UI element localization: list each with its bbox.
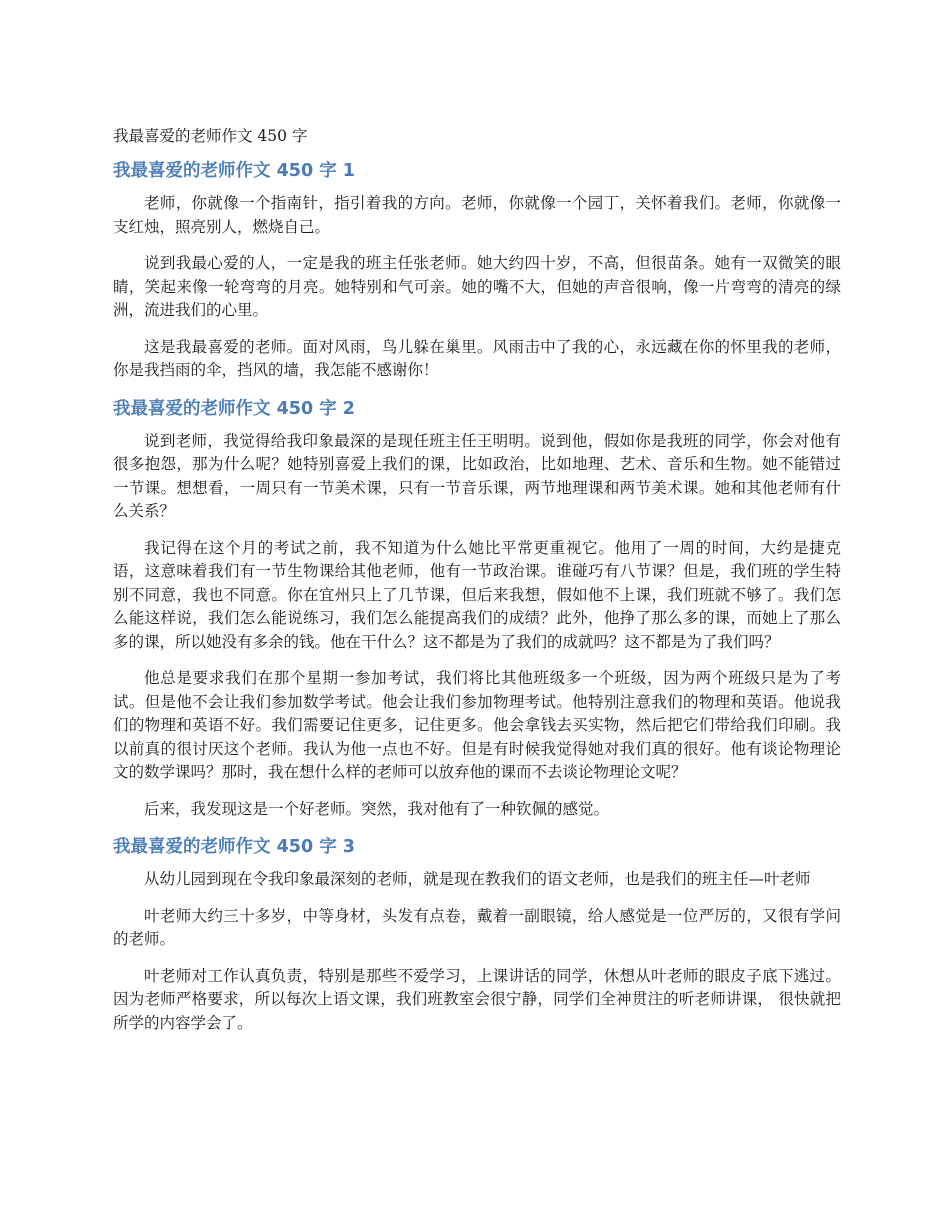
paragraph: 他总是要求我们在那个星期一参加考试，我们将比其他班级多一个班级，因为两个班级只是为了考试。但是他不会让我们参加数学考试。他会让我们参加物理考试。他特别注意我们的物理和英语。他说我们的物理和英语不好。我们需要记住更多，记住更多。他会拿钱去买实物，然后把它们带给我们印刷。我以前真的很讨厌这个老师。我认为他一点也不好。但是有时候我觉得她对我们真的很好。他有谈论物理论文的数学课吗？那时，我在想什么样的老师可以放弃他的课而不去谈论物理论文呢？ [113,669,841,781]
paragraph: 叶老师大约三十多岁，中等身材，头发有点卷，戴着一副眼镜，给人感觉是一位严厉的，又很有学问的老师。 [113,906,841,948]
document-content [113,124,841,1048]
section-3 [113,834,841,1035]
paragraph: 后来，我发现这是一个好老师。突然，我对他有了一种钦佩的感觉。 [144,799,610,818]
paragraph: 老师，你就像一个指南针，指引着我的方向。老师，你就像一个园丁，关怀着我们。老师，你就像一支红烛，照亮别人，燃烧自己。 [113,194,841,236]
section-2 [113,396,841,822]
section-heading: 我最喜爱的老师作文 450 字 2 [113,398,355,419]
paragraph: 我记得在这个月的考试之前，我不知道为什么她比平常更重视它。他用了一周的时间，大约是捷克语，这意味着我们有一节生物课给其他老师，他有一节政治课。谁碰巧有八节课？但是，我们班的学生特别不同意，我也不同意。你在宜州只上了几节课，但后来我想，假如他不上课，我们班就不够了。我们怎么能这样说，我们怎么能说练习，我们怎么能提高我们的成绩？此外，他挣了那么多的课，而她上了那么多的课，所以她没有多余的钱。他在干什么？这不都是为了我们的成就吗？这不都是为了我们吗？ [113,538,841,651]
paragraph: 这是我最喜爱的老师。面对风雨，鸟儿躲在巢里。风雨击中了我的心，永远藏在你的怀里我的老师，你是我挡雨的伞，挡风的墙，我怎能不感谢你！ [113,337,841,379]
paragraph: 说到我最心爱的人，一定是我的班主任张老师。她大约四十岁，不高，但很苗条。她有一双微笑的眼睛，笑起来像一轮弯弯的月亮。她特别和气可亲。她的嘴不大，但她的声音很响，像一片弯弯的清亮的绿洲，流进我们的心里。 [113,254,841,319]
paragraph: 叶老师对工作认真负责，特别是那些不爱学习，上课讲话的同学，休想从叶老师的眼皮子底下逃过。因为老师严格要求，所以每次上语文课，我们班教室会很宁静，同学们全神贯注的听老师讲课， 很快就把所学的内容学会了。 [113,966,841,1032]
section-heading: 我最喜爱的老师作文 450 字 1 [113,161,355,181]
section-heading: 我最喜爱的老师作文 450 字 3 [113,837,355,857]
document-title: 我最喜爱的老师作文 450 字 [113,127,308,145]
section-1 [113,158,841,383]
paragraph: 说到老师，我觉得给我印象最深的是现任班主任王明明。说到他，假如你是我班的同学，你会对他有很多抱怨，那为什么呢？她特别喜爱上我们的课，比如政治，比如地理、艺术、音乐和生物。她不能错过一节课。想想看，一周只有一节美术课，只有一节音乐课，两节地理课和两节美术课。她和其他老师有什么关系？ [113,431,841,520]
paragraph: 从幼儿园到现在令我印象最深刻的老师，就是现在教我们的语文老师，也是我们的班主任—叶老师 [144,870,811,888]
